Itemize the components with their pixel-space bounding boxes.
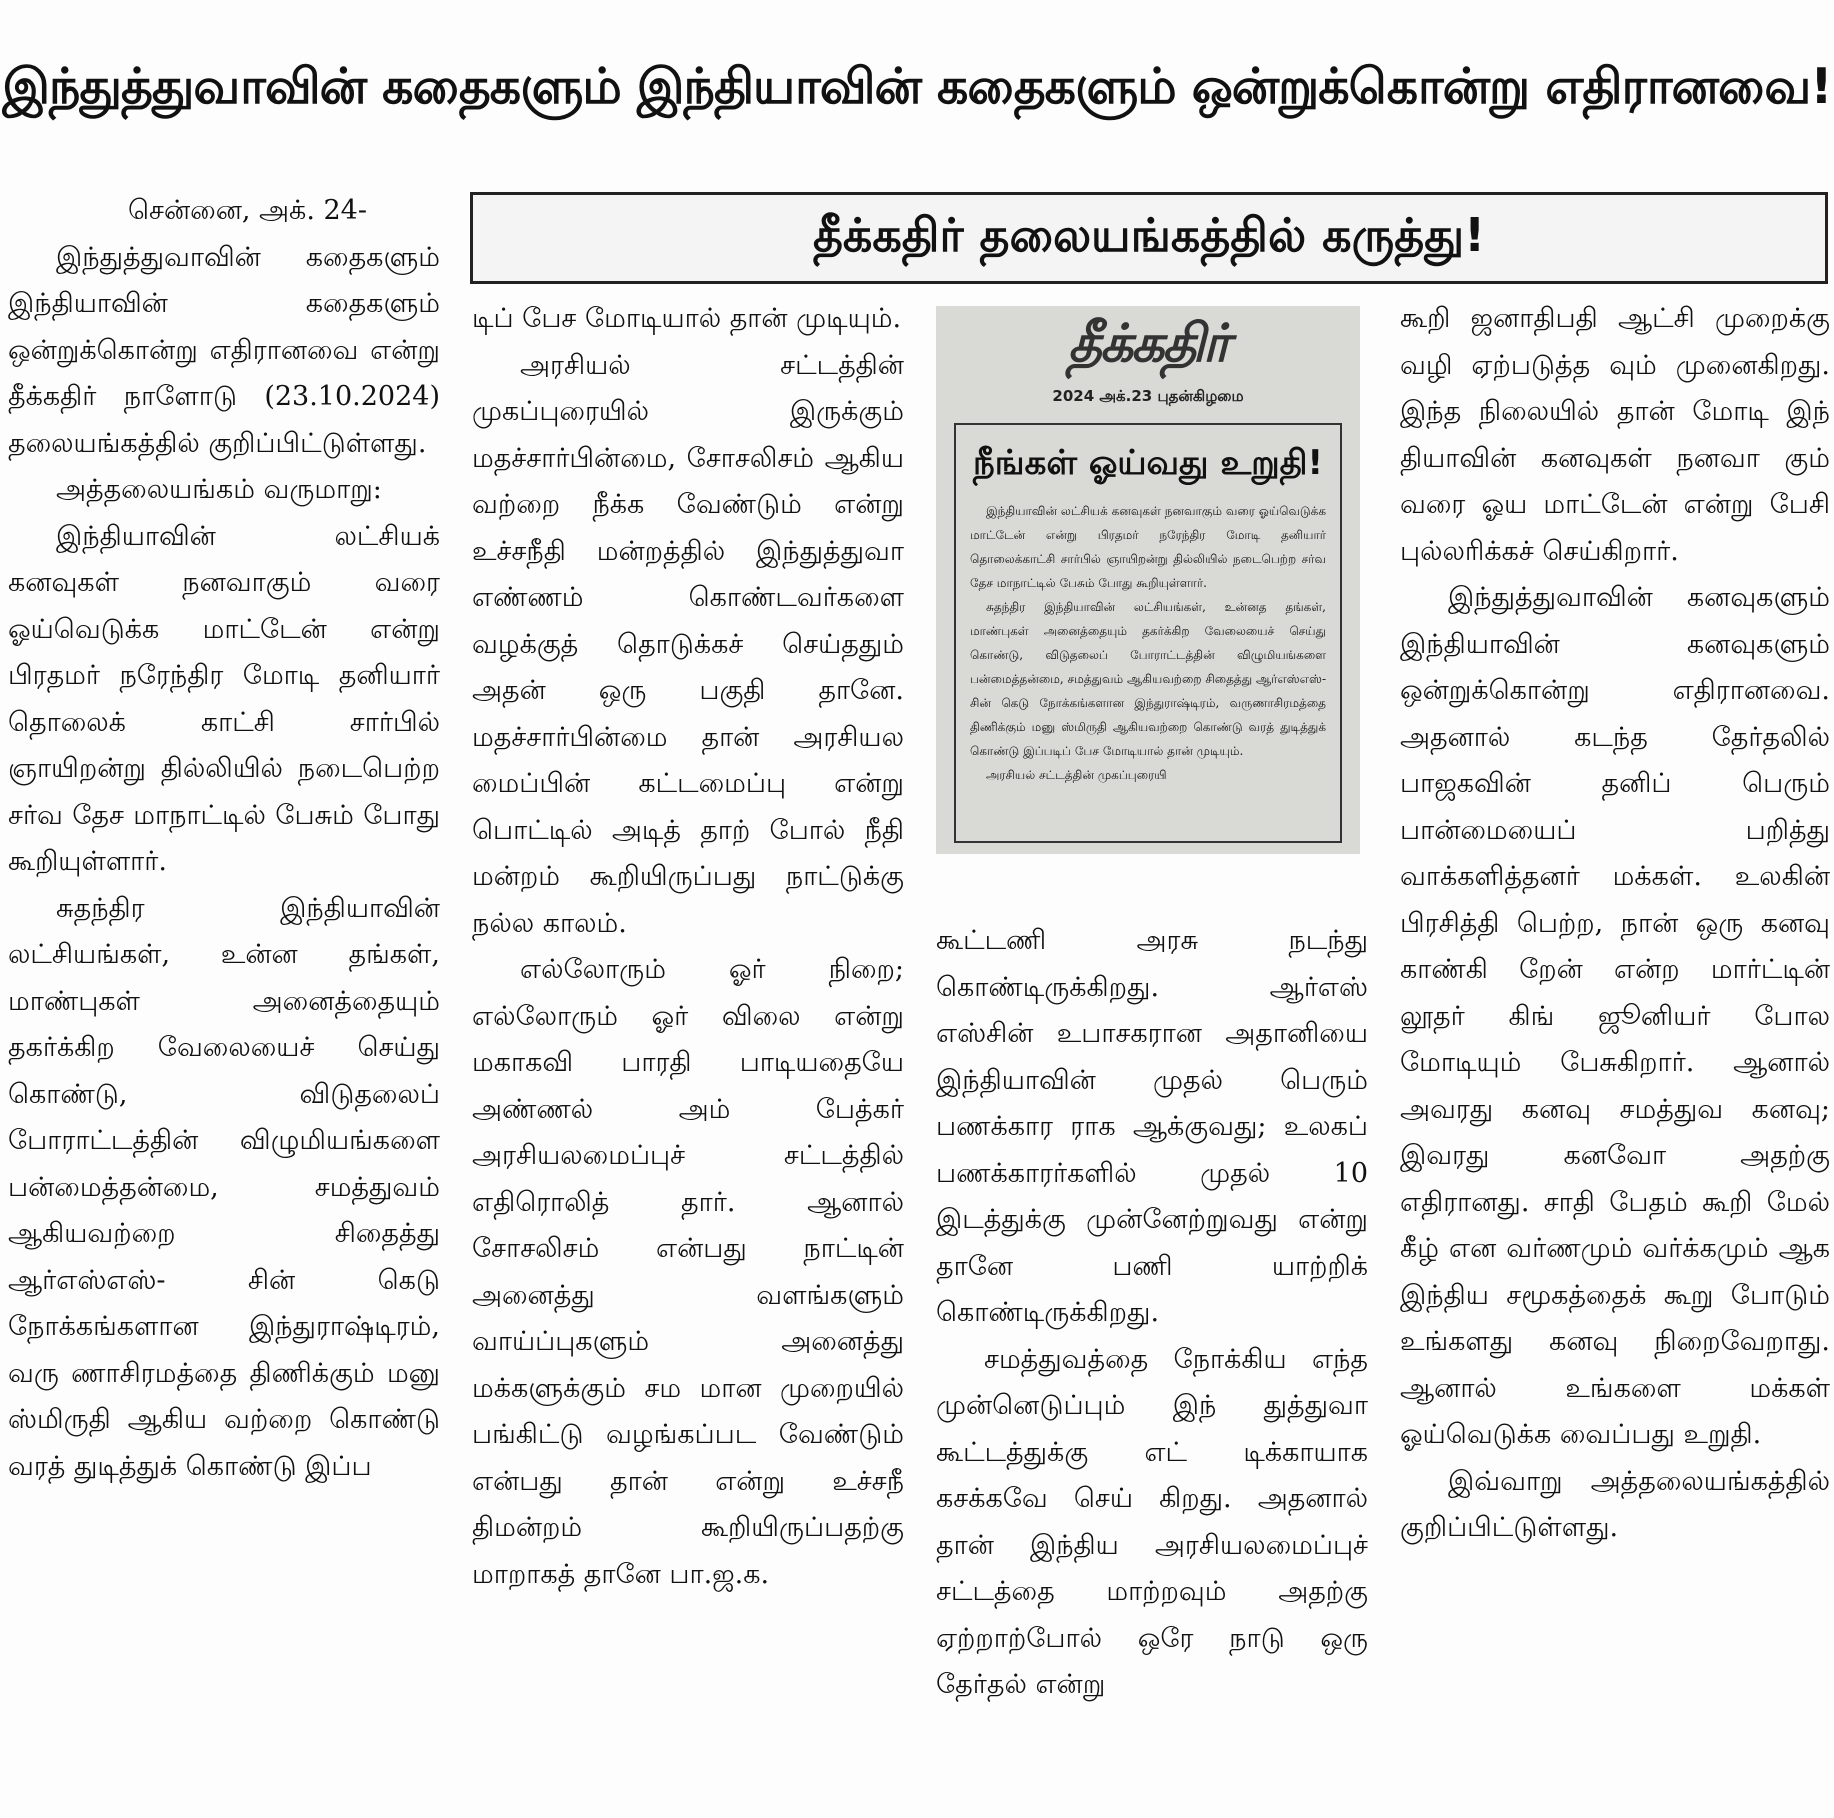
paragraph: இந்துத்துவாவின் கதைகளும் இந்தியாவின் கதைகளும் ஒன்றுக்கொன்று எதிரானவை என்று தீக்கதிர் நாளோடு (23.10.2024) தலையங்கத்தில் குறிப்பிட்டுள்ளது. (8, 241, 440, 459)
paragraph: சுதந்திர இந்தியாவின் லட்சியங்கள், உன்ன தங்கள், மாண்புகள் அனைத்தையும் தகர்க்கிற வேலையைச் செய்து கொண்டு, விடுதலைப் போராட்டத்தின் விழுமியங்களை பன்மைத்தன்மை, சமத்துவம் ஆகியவற்றை சிதைத்து ஆர்எஸ்எஸ்- சின் கெடு நோக்கங்களான இந்துராஷ்டிரம், வரு ணாசிரமத்தை திணிக்கும் மனு ஸ்மிருதி ஆகிய வற்றை கொண்டு வரத் துடித்துக் கொண்டு இப்ப (8, 892, 440, 1482)
article-column-3 (936, 918, 1368, 1818)
dateline: சென்னை, அக். 24- (128, 195, 367, 226)
clipping-paragraph: இந்தியாவின் லட்சியக் கனவுகள் நனவாகும் வரை ஓய்வெடுக்க மாட்டேன் என்று பிரதமர் நரேந்திர மோடி தனியார் தொலைக்காட்சி சார்பில் ஞாயிறன்று தில்லியில் நடைபெற்ற சர்வ தேச மாநாட்டில் பேசும் போது கூறியுள்ளார். (970, 504, 1326, 590)
paragraph: டிப் பேச மோடியால் தான் முடியும். (472, 303, 902, 334)
clipping-masthead: தீக்கதிர் (1067, 314, 1229, 374)
article-column-4 (1400, 296, 1830, 1818)
clipping-title: நீங்கள் ஓய்வது உறுதி! (973, 443, 1323, 483)
subheadline-box (470, 192, 1828, 284)
paragraph: இந்தியாவின் லட்சியக் கனவுகள் நனவாகும் வரை ஓய்வெடுக்க மாட்டேன் என்று பிரதமர் நரேந்திர மோடி தனியார் தொலைக் காட்சி சார்பில் ஞாயிறன்று தில்லியில் நடைபெற்ற சர்வ தேச மாநாட்டில் பேசும் போது கூறியுள்ளார். (8, 520, 440, 877)
paragraph: எல்லோரும் ஓர் நிறை; எல்லோரும் ஓர் விலை என்று மகாகவி பாரதி பாடியதையே அண்ணல் அம் பேத்கர் அரசியலமைப்புச் சட்டத்தில் எதிரொலித் தார். ஆனால் சோசலிசம் என்பது நாட்டின் அனைத்து வளங்களும் வாய்ப்புகளும் அனைத்து மக்களுக்கும் சம மான முறையில் பங்கிட்டு வழங்கப்பட வேண்டும் என்பது தான் என்று உச்சநீ திமன்றம் கூறியிருப்பதற்கு மாறாகத் தானே பா.ஜ.க. (472, 954, 904, 1590)
headline: இந்துத்துவாவின் கதைகளும் இந்தியாவின் கதைகளும் ஒன்றுக்கொன்று எதிரானவை! (2, 58, 1832, 115)
paragraph: கூட்டணி அரசு நடந்து கொண்டிருக்கிறது. ஆர்எஸ் எஸ்சின் உபாசகரான அதானியை இந்தியாவின் முதல் பெரும் பணக்கார ராக ஆக்குவது; உலகப் பணக்காரர்களில் முதல் 10 இடத்துக்கு முன்னேற்றுவது என்று தானே பணி யாற்றிக் கொண்டிருக்கிறது. (936, 925, 1368, 1328)
article-column-2 (472, 296, 904, 1818)
clipping-date: 2024 அக்.23 புதன்கிழமை (1052, 387, 1244, 405)
clipping-editorial-box (954, 423, 1342, 843)
paragraph: இந்துத்துவாவின் கனவுகளும் இந்தியாவின் கனவுகளும் ஒன்றுக்கொன்று எதிரானவை. அதனால் கடந்த தேர்தலில் பாஜகவின் தனிப் பெரும் பான்மையைப் பறித்து வாக்களித்தனர் மக்கள். உலகின் பிரசித்தி பெற்ற, நான் ஒரு கனவு காண்கி றேன் என்ற மார்ட்டின் லூதர் கிங் ஜூனியர் போல மோடியும் பேசுகிறார். ஆனால் அவரது கனவு சமத்துவ கனவு; இவரது கனவோ அதற்கு எதிரானது. சாதி பேதம் கூறி மேல் கீழ் என வர்ணமும் வர்க்கமும் ஆக இந்திய சமூகத்தைக் கூறு போடும் உங்களது கனவு நிறைவேறாது. ஆனால் உங்களை மக்கள் ஓய்வெடுக்க வைப்பது உறுதி. (1400, 582, 1830, 1450)
paragraph: சமத்துவத்தை நோக்கிய எந்த முன்னெடுப்பும் இந் துத்துவா கூட்டத்துக்கு எட் டிக்காயாக கசக்கவே செய் கிறது. அதனால் தான் இந்திய அரசியலமைப்புச் சட்டத்தை மாற்றவும் அதற்கு ஏற்றாற்போல் ஒரே நாடு ஒரு தேர்தல் என்று (936, 1343, 1368, 1700)
paragraph: அத்தலையங்கம் வருமாறு: (56, 474, 382, 505)
paragraph: கூறி ஜனாதிபதி ஆட்சி முறைக்கு வழி ஏற்படுத்த வும் முனைகிறது. இந்த நிலையில் தான் மோடி இந் தியாவின் கனவுகள் நனவா கும் வரை ஓய மாட்டேன் என்று பேசி புல்லரிக்கச் செய்கிறார். (1400, 303, 1830, 567)
subheadline: தீக்கதிர் தலையங்கத்தில் கருத்து! (812, 207, 1486, 262)
paragraph: அரசியல் சட்டத்தின் முகப்புரையில் இருக்கும் மதச்சார்பின்மை, சோசலிசம் ஆகிய வற்றை நீக்க வேண்டும் என்று உச்சநீதி மன்றத்தில் இந்துத்துவா எண்ணம் கொண்டவர்களை வழக்குத் தொடுக்கச் செய்ததும் அதன் ஒரு பகுதி தானே. மதச்சார்பின்மை தான் அரசியல மைப்பின் கட்டமைப்பு என்று பொட்டில் அடித் தாற் போல் நீதி மன்றம் கூறியிருப்பது நாட்டுக்கு நல்ல காலம். (472, 349, 904, 939)
clipping-paragraph: அரசியல் சட்டத்தின் முகப்புரையி (986, 768, 1167, 782)
newspaper-clipping-image (936, 306, 1360, 854)
paragraph: இவ்வாறு அத்தலையங்கத்தில் குறிப்பிட்டுள்ளது. (1400, 1465, 1830, 1543)
article-column-1 (8, 188, 440, 1818)
clipping-paragraph: சுதந்திர இந்தியாவின் லட்சியங்கள், உன்னத தங்கள், மாண்புகள் அனைத்தையும் தகர்க்கிற வேலையைச் செய்து கொண்டு, விடுதலைப் போராட்டத்தின் விழுமியங்களை பன்மைத்தன்மை, சமத்துவம் ஆகியவற்றை சிதைத்து ஆர்எஸ்எஸ்-சின் கெடு நோக்கங்களான இந்துராஷ்டிரம், வருணாசிரமத்தை திணிக்கும் மனு ஸ்மிருதி ஆகியவற்றை கொண்டு வரத் துடித்துக் கொண்டு இப்படிப் பேச மோடியால் தான் முடியும். (970, 600, 1326, 758)
